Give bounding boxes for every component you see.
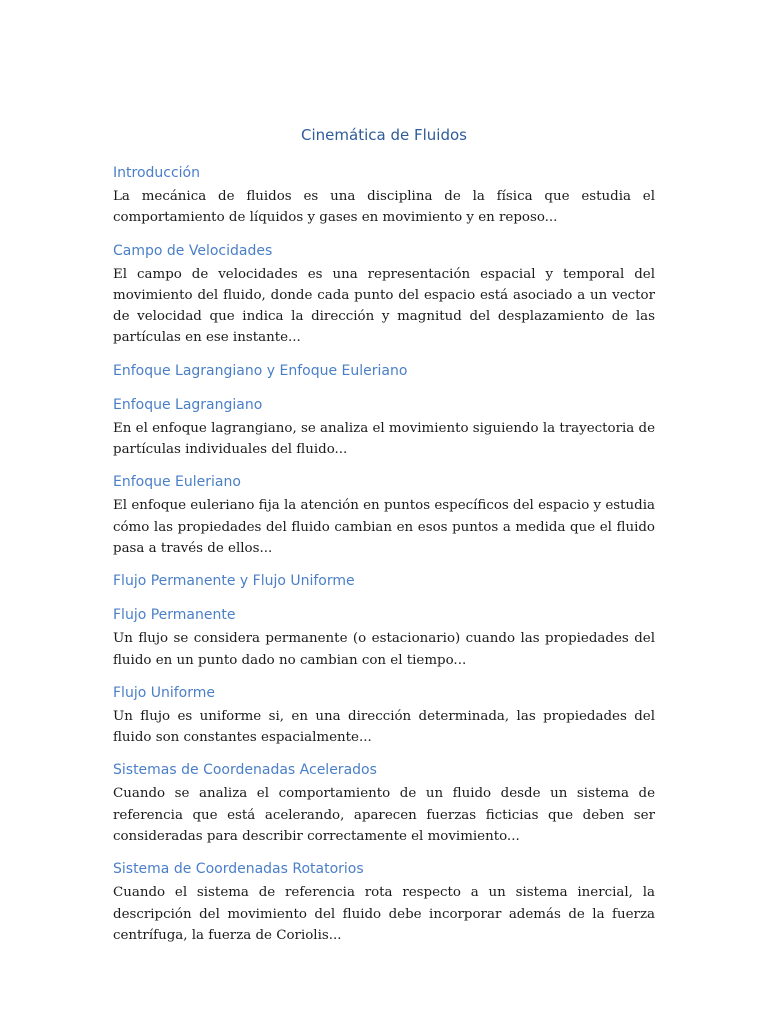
section-heading-enfoques: Enfoque Lagrangiano y Enfoque Euleriano (113, 362, 408, 379)
section-body-campo-velocidades: El campo de velocidades es una representación espacial y temporal del movimiento del fluido, donde cada punto del espacio está asociado a un vector de velocidad que indica la dirección y magnitud del desplazamiento de las partículas en ese instante... (113, 266, 655, 346)
section-body-coordenadas-acelerados: Cuando se analiza el comportamiento de un fluido desde un sistema de referencia que está acelerando, aparecen fuerzas ficticias que deben ser consideradas para describir correctamente el movimiento... (113, 786, 655, 845)
section-body-euleriano: El enfoque euleriano fija la atención en puntos específicos del espacio y estudia cómo las propiedades del fluido cambian en esos puntos a medida que el fluido pasa a través de ellos... (113, 498, 655, 556)
section-heading-coordenadas-rotatorios: Sistema de Coordenadas Rotatorios (113, 861, 364, 878)
section-body-lagrangiano: En el enfoque lagrangiano, se analiza el movimiento siguiendo la trayectoria de partículas individuales del fluido... (113, 420, 655, 458)
section-heading-euleriano: Enfoque Euleriano (113, 474, 241, 491)
section-heading-flujos: Flujo Permanente y Flujo Uniforme (113, 573, 355, 590)
section-body-flujo-uniforme: Un flujo es uniforme si, en una dirección determinada, las propiedades del fluido son constantes espacialmente... (113, 708, 655, 746)
section-heading-flujo-uniforme: Flujo Uniforme (113, 684, 215, 701)
section-body-flujo-permanente: Un flujo se considera permanente (o estacionario) cuando las propiedades del fluido en un punto dado no cambian con el tiempo... (113, 631, 655, 668)
document-title: Cinemática de Fluidos (301, 126, 467, 144)
section-heading-lagrangiano: Enfoque Lagrangiano (113, 396, 263, 413)
section-heading-introduccion: Introducción (113, 165, 200, 181)
document-page (113, 124, 655, 958)
section-body-introduccion: La mecánica de fluidos es una disciplina de la física que estudia el comportamiento de líquidos y gases en movimiento y en reposo... (113, 189, 655, 226)
section-body-coordenadas-rotatorios: Cuando el sistema de referencia rota respecto a un sistema inercial, la descripción del movimiento del fluido debe incorporar además de la fuerza centrífuga, la fuerza de Coriolis... (113, 885, 655, 943)
section-heading-flujo-permanente: Flujo Permanente (113, 607, 236, 624)
section-heading-coordenadas-acelerados: Sistemas de Coordenadas Acelerados (113, 762, 377, 779)
section-heading-campo-velocidades: Campo de Velocidades (113, 242, 273, 259)
